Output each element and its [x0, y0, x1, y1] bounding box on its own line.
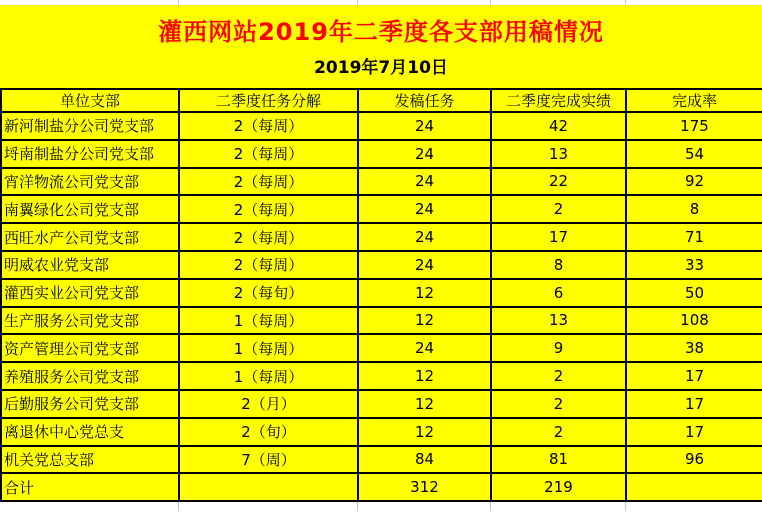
cell-completed[interactable]: 13 — [491, 307, 626, 335]
cell-completion-rate[interactable]: 33 — [626, 251, 762, 279]
table-row — [1, 307, 762, 335]
cell-dispatch-task[interactable]: 12 — [358, 307, 491, 335]
cell-unit[interactable]: 合计 — [1, 473, 179, 501]
cell-task-breakdown[interactable]: 2（每周） — [179, 140, 358, 168]
gridline — [357, 502, 358, 511]
column-header-completed[interactable]: 二季度完成实绩 — [491, 89, 626, 112]
table-row — [1, 168, 762, 196]
cell-task-breakdown[interactable]: 1（每周） — [179, 334, 358, 362]
cell-dispatch-task[interactable]: 12 — [358, 279, 491, 307]
cell-task-breakdown[interactable]: 2（每周） — [179, 112, 358, 140]
table-row — [1, 446, 762, 474]
cell-unit[interactable]: 新河制盐分公司党支部 — [1, 112, 179, 140]
report-date: 2019年7月10日 — [314, 58, 448, 78]
cell-completed[interactable]: 2 — [491, 362, 626, 390]
cell-unit[interactable]: 宵洋物流公司党支部 — [1, 168, 179, 196]
cell-unit[interactable]: 生产服务公司党支部 — [1, 307, 179, 335]
cell-dispatch-task[interactable]: 12 — [358, 418, 491, 446]
title-cell[interactable] — [0, 5, 762, 88]
cell-completed[interactable]: 22 — [491, 168, 626, 196]
cell-task-breakdown[interactable]: 1（每周） — [179, 362, 358, 390]
cell-dispatch-task[interactable]: 24 — [358, 223, 491, 251]
gridline — [625, 502, 626, 511]
column-header-unit[interactable]: 单位支部 — [1, 89, 179, 112]
cell-completed[interactable]: 2 — [491, 390, 626, 418]
cell-task-breakdown[interactable]: 7（周） — [179, 446, 358, 474]
report-table — [0, 88, 762, 502]
cell-task-breakdown[interactable]: 2（旬） — [179, 418, 358, 446]
top-gridline-strip — [0, 0, 762, 5]
cell-completed[interactable]: 6 — [491, 279, 626, 307]
cell-completion-rate[interactable]: 71 — [626, 223, 762, 251]
cell-unit[interactable]: 离退休中心党总支 — [1, 418, 179, 446]
cell-completed[interactable]: 13 — [491, 140, 626, 168]
cell-unit[interactable]: 养殖服务公司党支部 — [1, 362, 179, 390]
cell-unit[interactable]: 西旺水产公司党支部 — [1, 223, 179, 251]
cell-completed[interactable]: 9 — [491, 334, 626, 362]
cell-completion-rate[interactable]: 175 — [626, 112, 762, 140]
cell-dispatch-task[interactable]: 12 — [358, 362, 491, 390]
cell-completion-rate[interactable]: 108 — [626, 307, 762, 335]
cell-dispatch-task[interactable]: 12 — [358, 390, 491, 418]
cell-unit[interactable]: 资产管理公司党支部 — [1, 334, 179, 362]
cell-dispatch-task[interactable]: 24 — [358, 140, 491, 168]
page-title: 灌西网站2019年二季度各支部用稿情况 — [158, 18, 604, 46]
table-row — [1, 140, 762, 168]
table-row — [1, 195, 762, 223]
table-row — [1, 334, 762, 362]
cell-dispatch-task[interactable]: 24 — [358, 334, 491, 362]
cell-task-breakdown[interactable] — [179, 473, 358, 501]
cell-dispatch-task[interactable]: 24 — [358, 195, 491, 223]
cell-task-breakdown[interactable]: 2（每周） — [179, 168, 358, 196]
cell-task-breakdown[interactable]: 1（每周） — [179, 307, 358, 335]
gridline — [178, 0, 179, 5]
cell-dispatch-task[interactable]: 24 — [358, 251, 491, 279]
cell-completed[interactable]: 2 — [491, 418, 626, 446]
table-row — [1, 418, 762, 446]
gridline — [490, 0, 491, 5]
cell-unit[interactable]: 埒南制盐分公司党支部 — [1, 140, 179, 168]
cell-completion-rate[interactable]: 54 — [626, 140, 762, 168]
column-header-completion-rate[interactable]: 完成率 — [626, 89, 762, 112]
cell-unit[interactable]: 南翼绿化公司党支部 — [1, 195, 179, 223]
table-row — [1, 279, 762, 307]
cell-completed[interactable]: 8 — [491, 251, 626, 279]
table-row — [1, 223, 762, 251]
cell-dispatch-task[interactable]: 312 — [358, 473, 491, 501]
header-row — [1, 89, 762, 112]
cell-unit[interactable]: 机关党总支部 — [1, 446, 179, 474]
cell-task-breakdown[interactable]: 2（每周） — [179, 251, 358, 279]
cell-completed[interactable]: 81 — [491, 446, 626, 474]
cell-completion-rate[interactable]: 38 — [626, 334, 762, 362]
cell-completion-rate[interactable]: 8 — [626, 195, 762, 223]
gridline — [625, 0, 626, 5]
column-header-dispatch-task[interactable]: 发稿任务 — [358, 89, 491, 112]
cell-completion-rate[interactable]: 50 — [626, 279, 762, 307]
column-header-task-breakdown[interactable]: 二季度任务分解 — [179, 89, 358, 112]
gridline — [178, 502, 179, 511]
cell-unit[interactable]: 灌西实业公司党支部 — [1, 279, 179, 307]
cell-task-breakdown[interactable]: 2（每周） — [179, 195, 358, 223]
cell-completion-rate[interactable]: 92 — [626, 168, 762, 196]
cell-completion-rate[interactable]: 17 — [626, 390, 762, 418]
cell-task-breakdown[interactable]: 2（月） — [179, 390, 358, 418]
cell-completion-rate[interactable] — [626, 473, 762, 501]
gridline — [490, 502, 491, 511]
cell-completion-rate[interactable]: 17 — [626, 362, 762, 390]
cell-task-breakdown[interactable]: 2（每周） — [179, 223, 358, 251]
bottom-gridline-strip — [0, 502, 762, 511]
cell-completed[interactable]: 2 — [491, 195, 626, 223]
total-row — [1, 473, 762, 501]
table-row — [1, 112, 762, 140]
cell-completed[interactable]: 17 — [491, 223, 626, 251]
cell-unit[interactable]: 明威农业党支部 — [1, 251, 179, 279]
cell-completed[interactable]: 42 — [491, 112, 626, 140]
gridline — [357, 0, 358, 5]
cell-completion-rate[interactable]: 17 — [626, 418, 762, 446]
table-row — [1, 251, 762, 279]
cell-task-breakdown[interactable]: 2（每旬） — [179, 279, 358, 307]
cell-completed[interactable]: 219 — [491, 473, 626, 501]
cell-dispatch-task[interactable]: 24 — [358, 112, 491, 140]
table-row — [1, 362, 762, 390]
cell-completion-rate[interactable]: 96 — [626, 446, 762, 474]
cell-dispatch-task[interactable]: 24 — [358, 168, 491, 196]
table-row — [1, 390, 762, 418]
cell-unit[interactable]: 后勤服务公司党支部 — [1, 390, 179, 418]
cell-dispatch-task[interactable]: 84 — [358, 446, 491, 474]
